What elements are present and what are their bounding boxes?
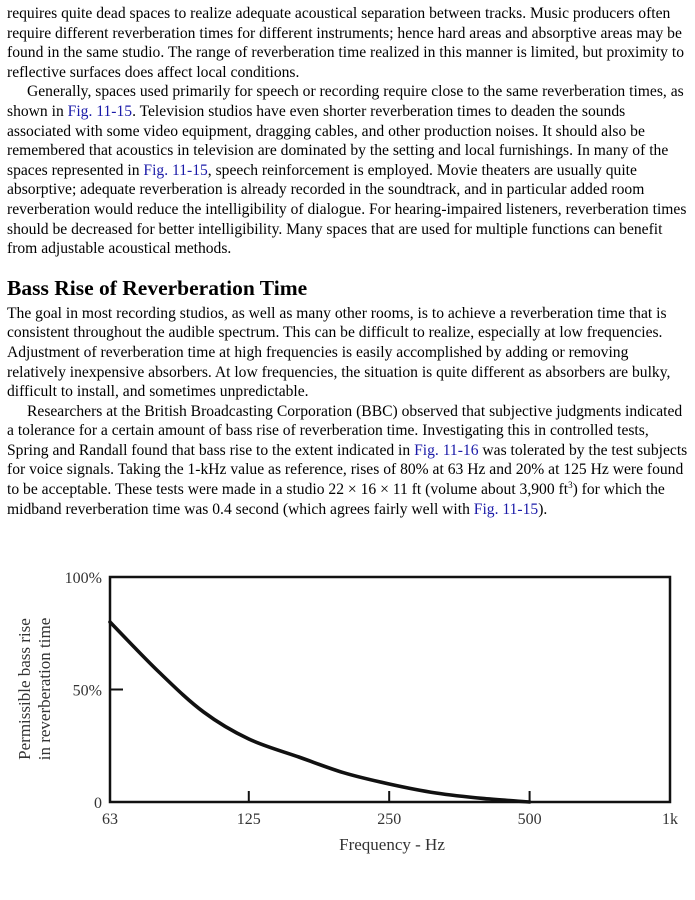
y-axis-label-line-2: in reverberation time	[35, 617, 54, 761]
section-heading: Bass Rise of Reverberation Time	[7, 275, 308, 300]
superscript-3: 3	[568, 479, 573, 490]
page-text	[7, 4, 691, 519]
fig-11-15-link-2[interactable]: Fig. 11-15	[143, 161, 208, 179]
paragraph-2	[7, 82, 691, 258]
y-tick-label-100: 100%	[64, 570, 102, 587]
fig-11-16-link[interactable]: Fig. 11-16	[414, 441, 479, 459]
y-tick-label-50: 50%	[72, 682, 102, 700]
paragraph-4-part-2: was tolerated by the test subjects for voice signals. Taking the 1-kHz value as reference, rises of 80% at 63 Hz and 20% at 125 Hz were found to be acceptable. These tests were made in a studio 22 × 16 × 11 ft (volume about 3,900 ft	[7, 441, 688, 499]
paragraph-4-part-4: ).	[538, 500, 548, 518]
figure-11-16	[0, 565, 695, 865]
paragraph-1: requires quite dead spaces to realize adequate acoustical separation between tracks. Music producers often require different reverberation times for different instruments; hence hard areas and absorptive areas may be found in the same studio. The range of reverberation time realized in this manner is limited, but proximity to reflective surfaces does affect local conditions.	[7, 5, 685, 81]
bass-rise-chart	[0, 565, 695, 865]
paragraph-4	[7, 402, 691, 520]
y-tick-label-0: 0	[94, 795, 102, 812]
fig-11-15-link[interactable]: Fig. 11-15	[67, 102, 133, 120]
y-axis-label-line-1: Permissible bass rise	[15, 618, 34, 760]
x-tick-label-250: 250	[377, 811, 402, 828]
paragraph-2-part-2: . Television studios have even shorter reverberation times to deaden the sounds associated with some video equipment, dragging cables, and other production noises. It should also be remembered that acoustics in television are dominated by the setting and local furnishings. In many of the spaces represented in	[7, 102, 669, 179]
paragraph-4-part-1: Researchers at the British Broadcasting Corporation (BBC) observed that subjective judgments indicated a tolerance for a certain amount of bass rise of reverberation time. Investigating this in controlled tests, Spring and Randall found that bass rise to the extent indicated in	[7, 402, 683, 459]
x-tick-label-63: 63	[102, 811, 118, 828]
fig-11-15-link-3[interactable]: Fig. 11-15	[473, 500, 539, 518]
x-axis-label: Frequency - Hz	[339, 835, 445, 854]
x-tick-label-500: 500	[517, 811, 542, 828]
bass-rise-curve	[110, 622, 530, 802]
x-tick-label-1k: 1k	[662, 811, 678, 828]
plot-frame	[110, 577, 670, 802]
paragraph-3: The goal in most recording studios, as well as many other rooms, is to achieve a reverberation time that is consistent throughout the audible spectrum. This can be difficult to realize, especially at low frequencies. Adjustment of reverberation time at high frequencies is easily accomplished by adding or removing relatively inexpensive absorbers. At low frequencies, the situation is quite different as absorbers are bulky, difficult to install, and sometimes unpredictable.	[7, 304, 671, 401]
paragraph-2-part-3: , speech reinforcement is employed. Movie theaters are usually quite absorptive; adequate reverberation is already recorded in the soundtrack, and in particular added room reverberation would reduce the intelligibility of dialogue. For hearing-impaired listeners, reverberation times should be decreased for better intelligibility. Many spaces that are used for multiple functions can benefit from adjustable acoustical methods.	[7, 161, 687, 258]
x-tick-label-125: 125	[236, 811, 261, 828]
paragraph-2-part-1: Generally, spaces used primarily for speech or recording require close to the same reverberation times, as shown in	[7, 83, 684, 120]
paragraph-4-part-3: ) for which the midband reverberation time was 0.4 second (which agrees fairly well with	[7, 481, 665, 518]
